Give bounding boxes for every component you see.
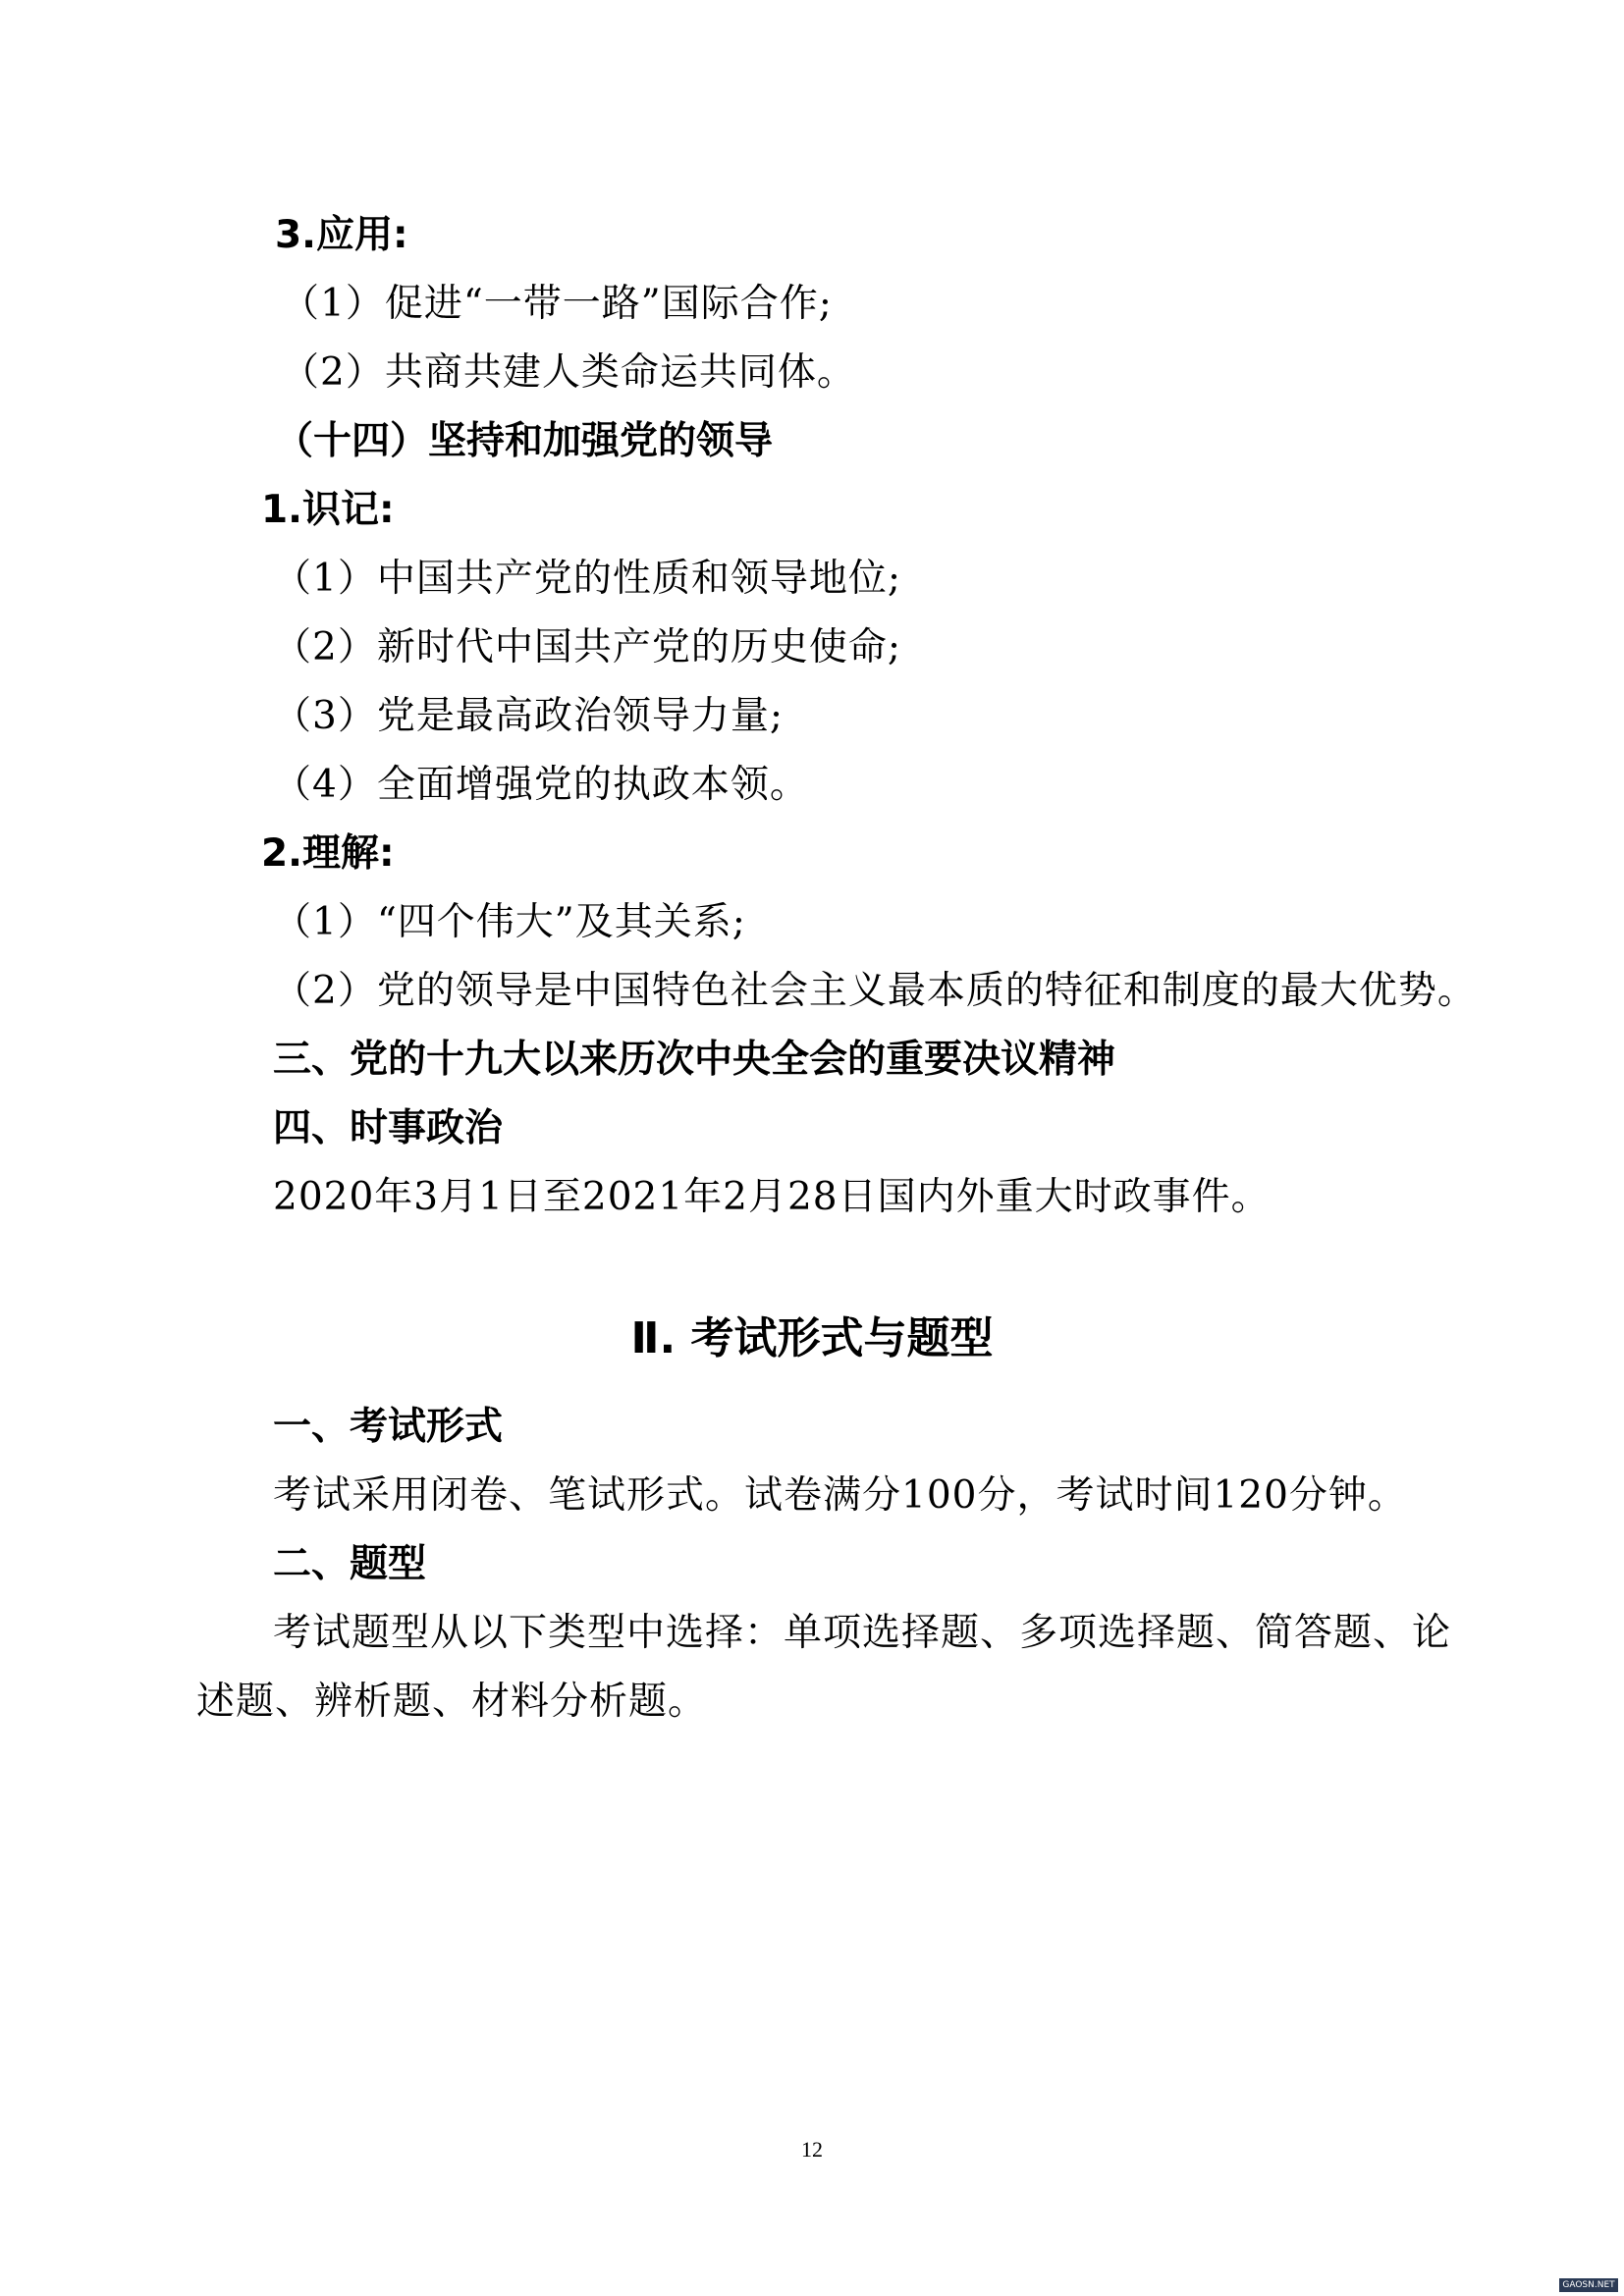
section-heading-plenary-sessions: 三、党的十九大以来历次中央全会的重要决议精神 — [273, 1038, 1116, 1082]
subsection-heading-memorize: 1.识记: — [261, 488, 395, 532]
list-item: （4）全面增强党的执政本领。 — [273, 763, 809, 807]
list-item: （1）中国共产党的性质和领导地位; — [273, 557, 901, 601]
question-types-heading: 二、题型 — [273, 1542, 427, 1586]
subsection-heading-understand: 2.理解: — [261, 831, 395, 876]
section-title: Ⅱ. 考试形式与题型 — [630, 1313, 994, 1363]
page-number: 12 — [801, 2137, 823, 2162]
list-item: （3）党是最高政治领导力量; — [273, 694, 784, 738]
section-heading-current-affairs: 四、时事政治 — [273, 1106, 504, 1150]
list-item: （1）“四个伟大”及其关系; — [273, 900, 746, 944]
list-item: （2）新时代中国共产党的历史使命; — [273, 625, 901, 669]
section-heading-party-leadership: （十四）坚持和加强党的领导 — [275, 419, 774, 463]
subsection-heading-application: 3.应用: — [275, 213, 408, 257]
exam-form-heading: 一、考试形式 — [273, 1405, 504, 1449]
list-item: （1）促进“一带一路”国际合作; — [281, 282, 833, 326]
question-types-text-line1: 考试题型从以下类型中选择：单项选择题、多项选择题、简答题、论 — [273, 1611, 1452, 1655]
list-item: （2）党的领导是中国特色社会主义最本质的特征和制度的最大优势。 — [273, 969, 1477, 1013]
question-types-text-line2: 述题、辨析题、材料分析题。 — [196, 1680, 708, 1724]
current-affairs-text: 2020年3月1日至2021年2月28日国内外重大时政事件。 — [273, 1175, 1271, 1219]
watermark-logo: GAOSN.NET — [1559, 2278, 1618, 2292]
exam-form-text: 考试采用闭卷、笔试形式。试卷满分100分，考试时间120分钟。 — [273, 1473, 1407, 1518]
list-item: （2）共商共建人类命运共同体。 — [281, 350, 856, 395]
